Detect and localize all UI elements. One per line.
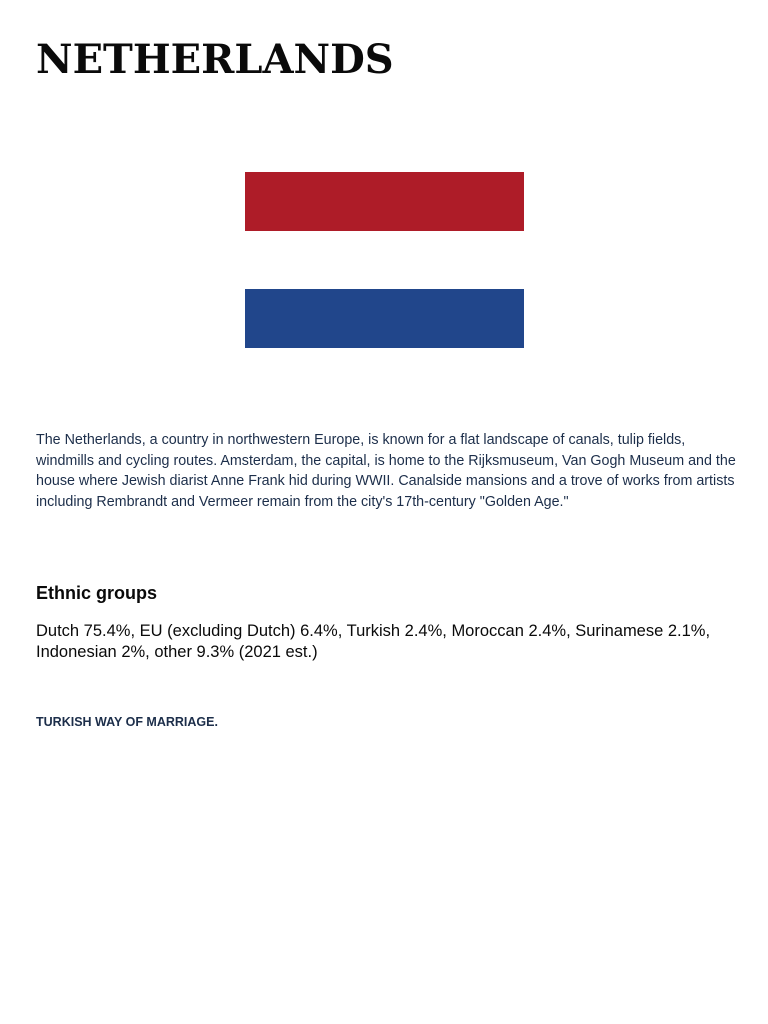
page-title: NETHERLANDS bbox=[36, 36, 394, 83]
section-heading-ethnic-groups: Ethnic groups bbox=[36, 583, 157, 603]
flag-stripe-blue bbox=[245, 289, 524, 348]
country-description: The Netherlands, a country in northwestern Europe, is known for a flat landscape of canals, tulip fields, windmills and cycling routes. Amsterdam, the capital, is home to the Rijksmuseum, Van Gogh Museum and the house where Jewish diarist Anne Frank hid during WWII. Canalside mansions and a trove of works from artists including Rembrandt and Vermeer remain from the city's 17th-century "Golden Age." bbox=[36, 432, 736, 510]
flag-stripe-white bbox=[245, 231, 524, 290]
flag-stripe-red bbox=[245, 172, 524, 231]
netherlands-flag bbox=[245, 172, 524, 348]
ethnic-groups-text: Dutch 75.4%, EU (excluding Dutch) 6.4%, Turkish 2.4%, Moroccan 2.4%, Surinamese 2.1%, Indonesian 2%, other 9.3% (2021 est.) bbox=[36, 622, 711, 661]
footer-caption: TURKISH WAY OF MARRIAGE. bbox=[36, 715, 218, 729]
